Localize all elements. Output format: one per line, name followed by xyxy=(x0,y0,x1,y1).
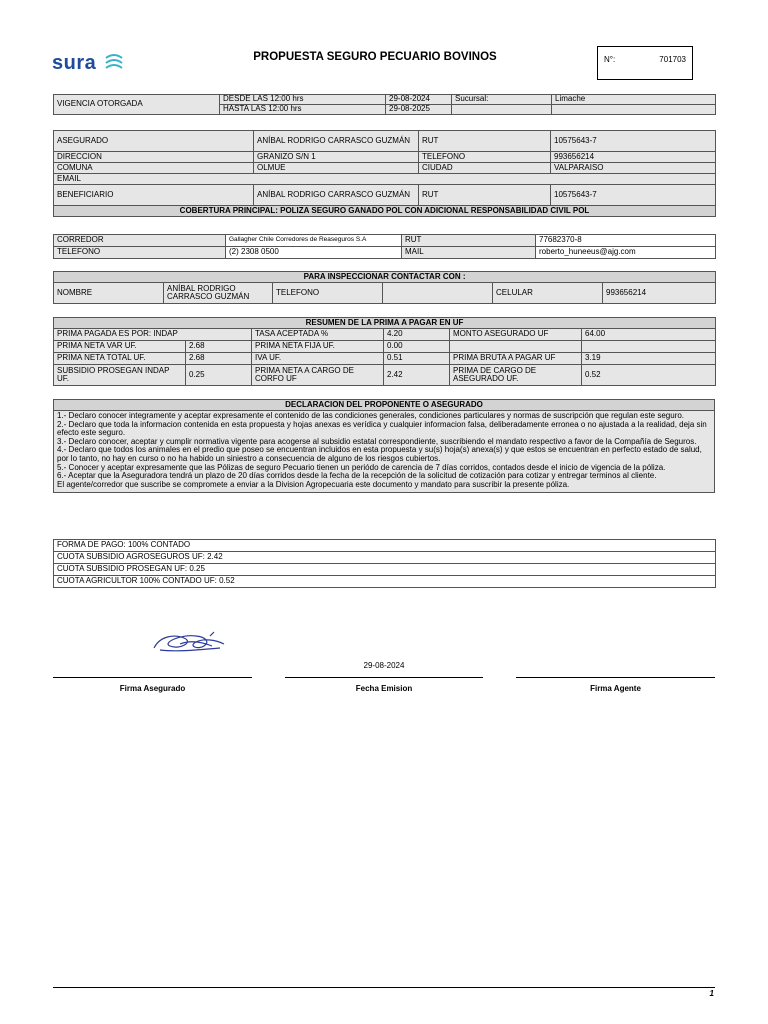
cargo-asegurado-value: 0.52 xyxy=(582,365,716,386)
corfo-value: 2.42 xyxy=(384,365,450,386)
vigencia-empty-1 xyxy=(452,105,552,115)
resumen-empty-1 xyxy=(450,341,582,353)
subsidio-label: SUBSIDIO PROSEGAN INDAP UF. xyxy=(54,365,186,386)
comuna-value: OLMUE xyxy=(254,163,419,174)
declaracion-item: 5.- Conocer y aceptar expresamente que las Pólizas de seguro Pecuario tienen un periódo de carencia de 7 días corridos, contados desde el inicio de vigencia de la póliza. xyxy=(57,462,666,472)
sucursal-label: Sucursal: xyxy=(452,95,552,105)
signature-image xyxy=(150,628,230,656)
cobertura-principal: COBERTURA PRINCIPAL: POLIZA SEGURO GANADO POL CON ADICIONAL RESPONSABILIDAD CIVIL POL xyxy=(54,206,716,217)
firma-asegurado-line xyxy=(53,677,252,678)
resumen-table xyxy=(53,317,716,386)
corredor-mail-label: MAIL xyxy=(402,247,536,259)
number-value: 701703 xyxy=(659,55,686,64)
sucursal-value: Limache xyxy=(552,95,716,105)
rut-label: RUT xyxy=(419,131,551,152)
nombre-label: NOMBRE xyxy=(54,283,164,304)
bruta-label: PRIMA BRUTA A PAGAR UF xyxy=(450,353,582,365)
corredor-rut-label: RUT xyxy=(402,235,536,247)
declaracion-item: El agente/corredor que suscribe se compromete a enviar a la Division Agropecuaria este documento y mandato para suscribir la presente póliza. xyxy=(57,479,570,489)
ciudad-label: CIUDAD xyxy=(419,163,551,174)
direccion-value: GRANIZO S/N 1 xyxy=(254,152,419,163)
direccion-label: DIRECCION xyxy=(54,152,254,163)
footer-line xyxy=(53,987,715,988)
corredor-value: Gallagher Chile Corredores de Reaseguros S.A xyxy=(226,235,402,247)
desde-label: DESDE LAS 12:00 hrs xyxy=(220,95,386,105)
contacto-telefono-label: TELEFONO xyxy=(273,283,383,304)
corredor-table xyxy=(53,234,716,259)
celular-label: CELULAR xyxy=(493,283,603,304)
neta-total-label: PRIMA NETA TOTAL UF. xyxy=(54,353,186,365)
hasta-label: HASTA LAS 12:00 hrs xyxy=(220,105,386,115)
beneficiario-value: ANÍBAL RODRIGO CARRASCO GUZMÁN xyxy=(254,185,419,206)
tasa-label: TASA ACEPTADA % xyxy=(252,329,384,341)
rut2-label: RUT xyxy=(419,185,551,206)
neta-var-label: PRIMA NETA VAR UF. xyxy=(54,341,186,353)
asegurado-value: ANÍBAL RODRIGO CARRASCO GUZMÁN xyxy=(254,131,419,152)
logo-swirl-icon xyxy=(104,52,124,74)
bruta-value: 3.19 xyxy=(582,353,716,365)
neta-fija-label: PRIMA NETA FIJA UF. xyxy=(252,341,384,353)
page-number: 1 xyxy=(709,989,714,998)
desde-fecha: 29-08-2024 xyxy=(386,95,452,105)
corredor-telefono-value: (2) 2308 0500 xyxy=(226,247,402,259)
telefono-value: 993656214 xyxy=(551,152,716,163)
telefono-label: TELEFONO xyxy=(419,152,551,163)
beneficiario-label: BENEFICIARIO xyxy=(54,185,254,206)
number-label: N°: xyxy=(604,55,616,64)
iva-label: IVA UF. xyxy=(252,353,384,365)
email-label: EMAIL xyxy=(54,174,716,185)
fecha-emision-label: Fecha Emision xyxy=(355,684,413,693)
cuota-prosegan: CUOTA SUBSIDIO PROSEGAN UF: 0.25 xyxy=(54,564,716,576)
corredor-mail-value: roberto_huneeus@ajg.com xyxy=(536,247,716,259)
logo-text: sura xyxy=(52,52,97,74)
rut-value: 10575643-7 xyxy=(551,131,716,152)
vigencia-table xyxy=(53,94,716,115)
asegurado-table xyxy=(53,130,716,217)
forma-pago: FORMA DE PAGO: 100% CONTADO xyxy=(54,540,716,552)
asegurado-label: ASEGURADO xyxy=(54,131,254,152)
subsidio-value: 0.25 xyxy=(186,365,252,386)
cuota-agroseguros: CUOTA SUBSIDIO AGROSEGUROS UF: 2.42 xyxy=(54,552,716,564)
declaracion-item: 4.- Declaro que todos los animales en el predio que poseo se encuentran incluidos en esta propuesta y su(s) hoja(s) anexa(s) y que estos se encuentran en perfecto estado de salud, por lo tanto, no hay en curso o no ha habido un siniestro a consecuencia de alguno de los riesgos cubiertos. xyxy=(57,445,702,463)
resumen-empty-2 xyxy=(582,341,716,353)
ciudad-value: VALPARAISO xyxy=(551,163,716,174)
monto-label: MONTO ASEGURADO UF xyxy=(450,329,582,341)
firma-agente-label: Firma Agente xyxy=(590,684,641,693)
fecha-firma: 29-08-2024 xyxy=(363,661,405,670)
cargo-asegurado-label: PRIMA DE CARGO DE ASEGURADO UF. xyxy=(450,365,582,386)
number-box xyxy=(597,46,693,80)
monto-value: 64.00 xyxy=(582,329,716,341)
corredor-telefono-label: TELEFONO xyxy=(54,247,226,259)
declaracion-item: 1.- Declaro conocer integramente y aceptar expresamente el contenido de las condiciones generales, condiciones particulares y normas de suscripción que regulan este seguro. xyxy=(57,411,685,420)
fecha-emision-line xyxy=(285,677,483,678)
neta-fija-value: 0.00 xyxy=(384,341,450,353)
declaracion-box xyxy=(53,399,715,493)
contacto-header: PARA INSPECCIONAR CONTACTAR CON : xyxy=(54,272,716,283)
contacto-table xyxy=(53,271,716,304)
iva-value: 0.51 xyxy=(384,353,450,365)
declaracion-item: 2.- Declaro que toda la informacion contenida en esta propuesta y hojas anexas es verídica y cualquier informacion falsa, deliberadamente erronea o no ajustada a la realidad, deja sin efecto este seguro. xyxy=(57,419,707,438)
neta-var-value: 2.68 xyxy=(186,341,252,353)
sura-logo xyxy=(52,50,132,80)
corredor-label: CORREDOR xyxy=(54,235,226,247)
declaracion-body xyxy=(54,411,714,492)
vigencia-label: VIGENCIA OTORGADA xyxy=(54,95,220,115)
declaracion-item: 3.- Declaro conocer, aceptar y cumplir normativa vigente para acogerse al subsidio estatal correspondiente, suscribiendo el mandato respectivo a favor de la Compañía de Seguros. xyxy=(57,436,697,446)
document-title: PROPUESTA SEGURO PECUARIO BOVINOS xyxy=(253,51,497,63)
declaracion-item: 6.- Aceptar que la Aseguradora tendrá un plazo de 20 días corridos desde la fecha de la recepción de la solicitud de cotización para cotizar y entregar terminos al cliente. xyxy=(57,471,657,481)
pago-table xyxy=(53,539,716,588)
hasta-fecha: 29-08-2025 xyxy=(386,105,452,115)
celular-value: 993656214 xyxy=(603,283,716,304)
cuota-agricultor: CUOTA AGRICULTOR 100% CONTADO UF: 0.52 xyxy=(54,576,716,588)
vigencia-empty-2 xyxy=(552,105,716,115)
prima-pagada: PRIMA PAGADA ES POR: INDAP xyxy=(54,329,252,341)
nombre-value: ANÍBAL RODRIGO CARRASCO GUZMÁN xyxy=(164,283,273,304)
declaracion-header: DECLARACION DEL PROPONENTE O ASEGURADO xyxy=(54,400,714,411)
firma-agente-line xyxy=(516,677,715,678)
neta-total-value: 2.68 xyxy=(186,353,252,365)
firma-asegurado-label: Firma Asegurado xyxy=(119,684,186,693)
tasa-value: 4.20 xyxy=(384,329,450,341)
rut2-value: 10575643-7 xyxy=(551,185,716,206)
contacto-telefono-value xyxy=(383,283,493,304)
corfo-label: PRIMA NETA A CARGO DE CORFO UF xyxy=(252,365,384,386)
resumen-header: RESUMEN DE LA PRIMA A PAGAR EN UF xyxy=(54,318,716,329)
corredor-rut-value: 77682370-8 xyxy=(536,235,716,247)
comuna-label: COMUNA xyxy=(54,163,254,174)
